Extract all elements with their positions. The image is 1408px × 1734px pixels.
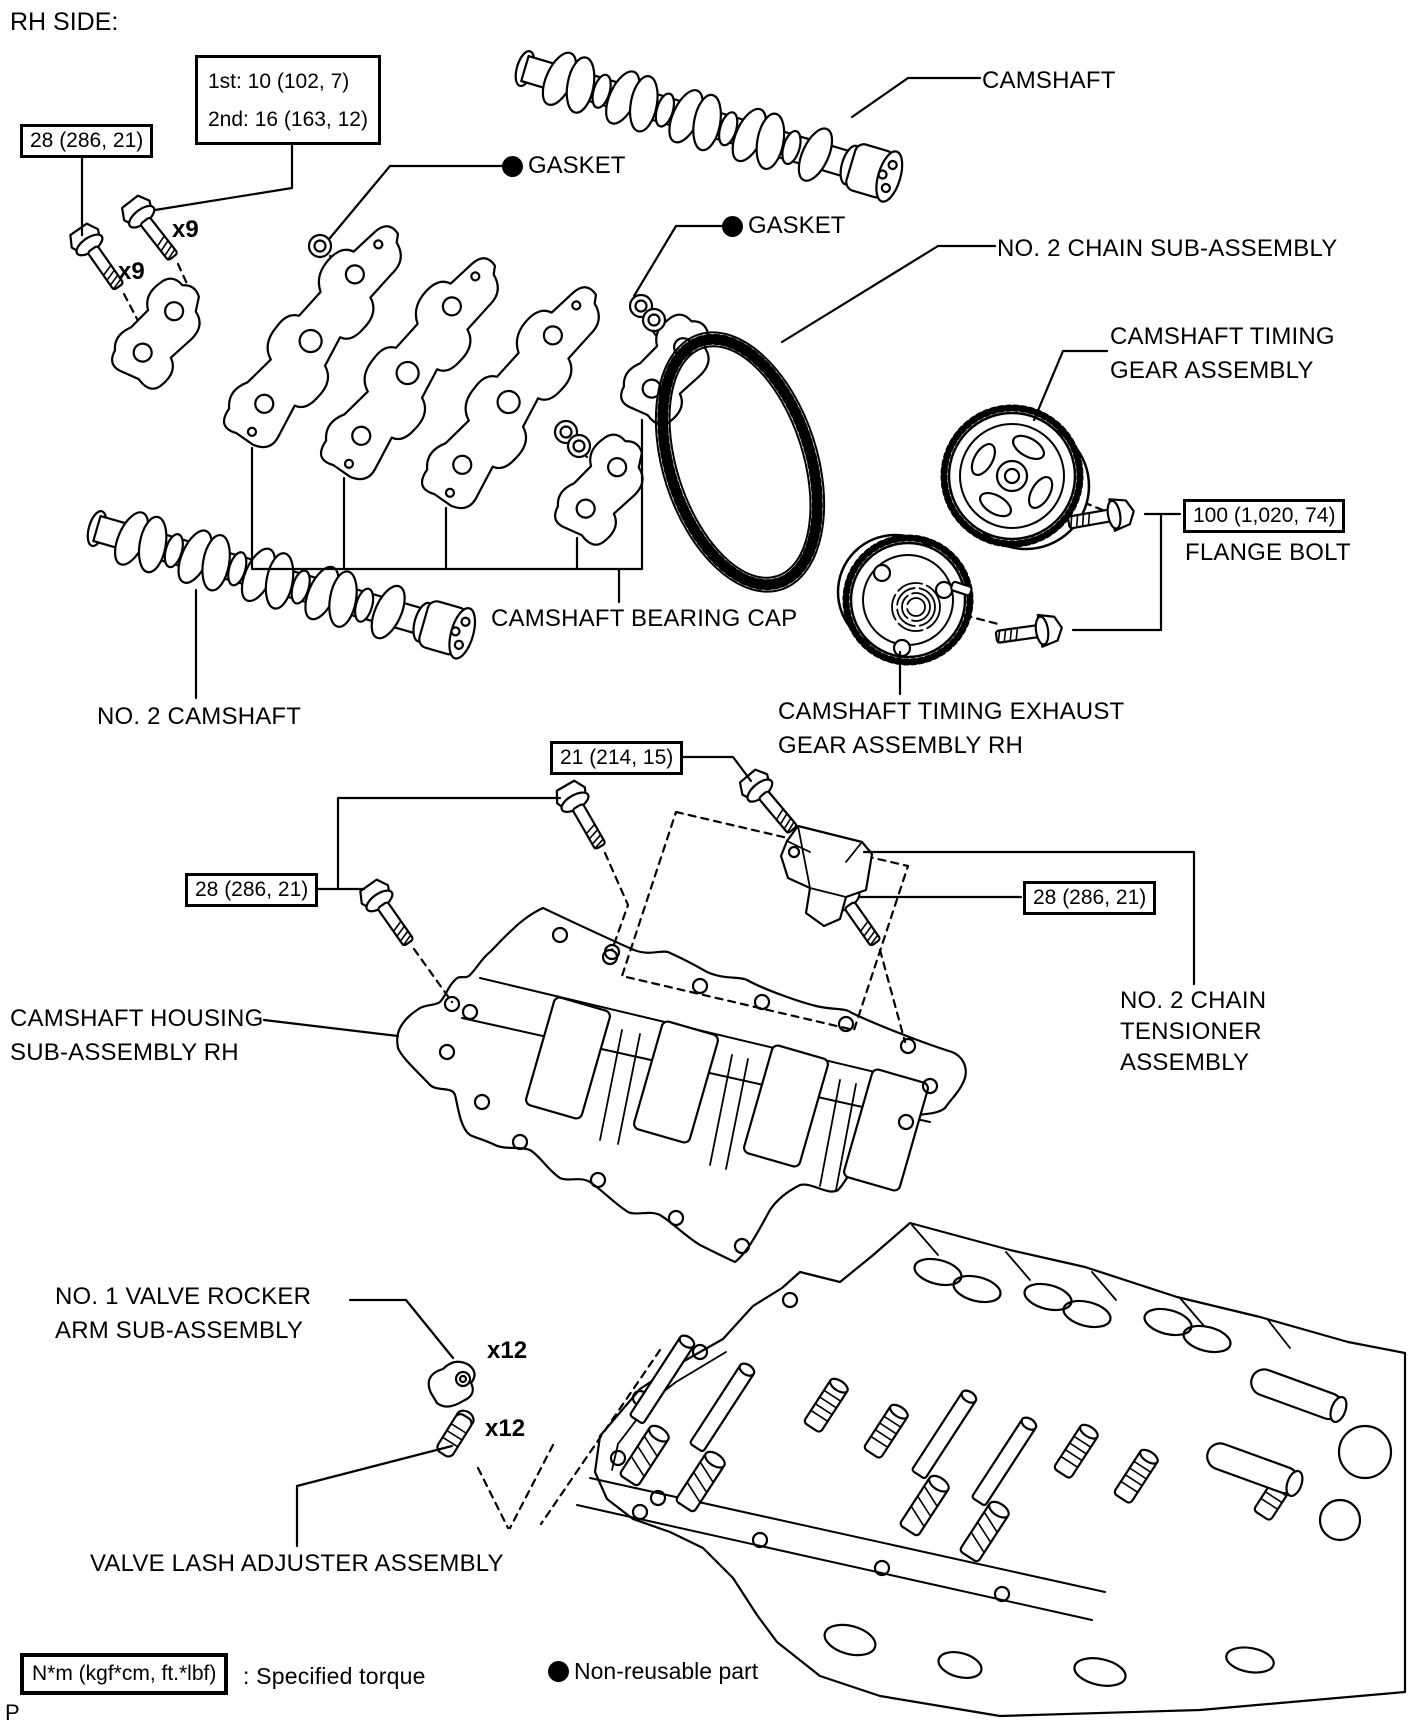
torque-box-100: 100 (1,020, 74) <box>1183 499 1345 533</box>
page-marker: P <box>5 1700 20 1725</box>
non-reusable-dot-icon <box>548 1661 569 1682</box>
torque-box-28-left: 28 (286, 21) <box>185 873 318 907</box>
bolt-x9-upper-qty: x9 <box>172 216 199 243</box>
torque-two-step-line2: 2nd: 16 (163, 12) <box>208 108 368 131</box>
label-housing: CAMSHAFT HOUSING SUB-ASSEMBLY RH <box>10 1005 264 1066</box>
valve-rocker-arm-drawing <box>429 1362 475 1407</box>
torque-box-two-step <box>195 55 381 145</box>
valve-lash-adjuster-drawing <box>435 1408 476 1459</box>
label-bearing-cap: CAMSHAFT BEARING CAP <box>491 605 798 632</box>
camshaft-timing-exhaust-gear-drawing <box>838 535 972 662</box>
lash-x12-qty: x12 <box>485 1415 526 1442</box>
no2-camshaft-drawing <box>81 498 481 665</box>
rocker-x12-qty: x12 <box>487 1337 528 1364</box>
label-timing-gear: CAMSHAFT TIMING GEAR ASSEMBLY <box>1110 323 1335 384</box>
label-camshaft: CAMSHAFT <box>982 67 1116 94</box>
label-flange-bolt: FLANGE BOLT <box>1185 539 1351 566</box>
torque-box-21: 21 (214, 15) <box>550 741 683 775</box>
legend-non-reusable: Non-reusable part <box>548 1658 758 1685</box>
label-chain: NO. 2 CHAIN SUB-ASSEMBLY <box>997 235 1338 262</box>
torque-box-28-top: 28 (286, 21) <box>20 124 153 158</box>
page-title: RH SIDE: <box>10 8 119 36</box>
camshaft-timing-gear-drawing <box>944 408 1089 549</box>
torque-two-step-line1: 1st: 10 (102, 7) <box>208 70 350 93</box>
cylinder-head-drawing <box>577 1223 1405 1716</box>
bolt-x9-lower-qty: x9 <box>118 258 145 285</box>
torque-box-28-right: 28 (286, 21) <box>1023 881 1156 915</box>
non-reusable-dot-icon <box>502 156 523 177</box>
label-rocker: NO. 1 VALVE ROCKER ARM SUB-ASSEMBLY <box>55 1283 312 1344</box>
bearing-caps-drawing <box>103 206 728 552</box>
label-exhaust-gear: CAMSHAFT TIMING EXHAUST GEAR ASSEMBLY RH <box>778 698 1125 759</box>
camshaft-drawing <box>509 38 908 208</box>
legend-torque-units-box: N*m (kgf*cm, ft.*lbf) <box>20 1653 228 1695</box>
label-lash-adjuster: VALVE LASH ADJUSTER ASSEMBLY <box>90 1550 504 1577</box>
label-gasket-top: GASKET <box>502 152 625 180</box>
label-no2-camshaft: NO. 2 CAMSHAFT <box>97 703 302 730</box>
camshaft-housing-drawing <box>397 908 966 1262</box>
label-gasket-mid: GASKET <box>722 212 845 240</box>
non-reusable-dot-icon <box>722 216 743 237</box>
label-tensioner: NO. 2 CHAIN TENSIONER ASSEMBLY <box>1120 987 1267 1076</box>
legend-torque-caption: : Specified torque <box>243 1663 426 1689</box>
